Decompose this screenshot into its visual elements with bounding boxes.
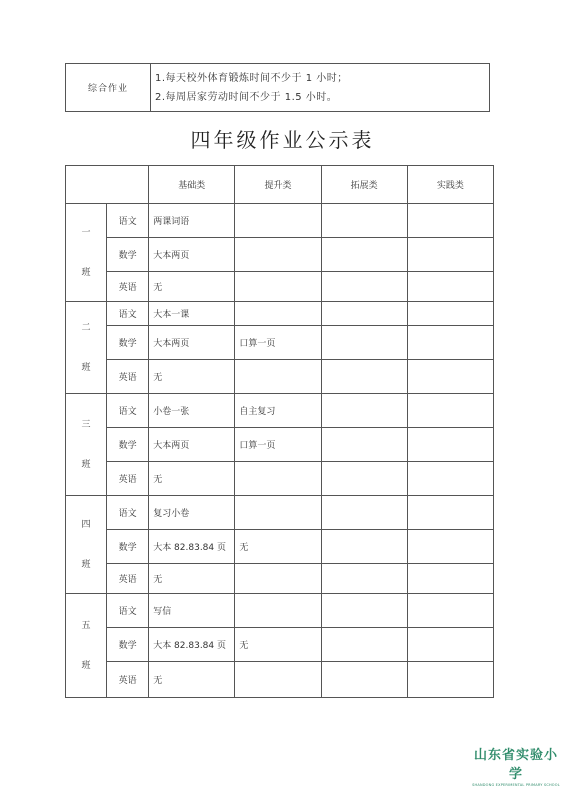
homework-cell	[235, 272, 321, 302]
homework-cell	[407, 238, 493, 272]
homework-cell	[235, 564, 321, 594]
table-row	[66, 326, 494, 360]
homework-cell	[235, 204, 321, 238]
table-row	[66, 394, 494, 428]
homework-cell: 口算一页	[235, 428, 321, 462]
homework-cell	[321, 394, 407, 428]
homework-cell	[407, 628, 493, 662]
class-name-char: 三	[81, 419, 91, 430]
homework-cell	[407, 496, 493, 530]
class-name-char: 五	[81, 620, 91, 631]
class-name-cell	[66, 496, 107, 594]
homework-cell: 口算一页	[235, 326, 321, 360]
summary-table	[65, 63, 490, 112]
homework-cell: 无	[235, 628, 321, 662]
subject-cell: 英语	[107, 564, 149, 594]
homework-cell	[407, 530, 493, 564]
homework-cell	[407, 394, 493, 428]
homework-cell	[407, 662, 493, 698]
homework-cell	[321, 594, 407, 628]
subject-cell: 数学	[107, 530, 149, 564]
homework-cell: 小卷一张	[149, 394, 235, 428]
summary-line-2: 2.每周居家劳动时间不少于 1.5 小时。	[155, 91, 338, 103]
class-name-char: 班	[81, 362, 91, 373]
homework-cell: 无	[149, 272, 235, 302]
class-name-char: 四	[81, 519, 91, 530]
subject-cell: 数学	[107, 428, 149, 462]
homework-cell	[235, 662, 321, 698]
homework-cell	[321, 302, 407, 326]
table-row	[66, 628, 494, 662]
page-title: 四年级作业公示表	[190, 128, 375, 152]
column-header: 提升类	[235, 166, 321, 204]
class-name-char: 班	[81, 559, 91, 570]
homework-cell	[235, 302, 321, 326]
homework-cell	[321, 462, 407, 496]
homework-cell: 复习小卷	[149, 496, 235, 530]
homework-cell: 无	[149, 360, 235, 394]
class-name-cell	[66, 394, 107, 496]
homework-cell: 大本两页	[149, 428, 235, 462]
homework-cell	[321, 428, 407, 462]
homework-cell: 无	[149, 662, 235, 698]
homework-cell: 两课词语	[149, 204, 235, 238]
homework-cell	[321, 360, 407, 394]
homework-cell: 大本 82.83.84 页	[149, 530, 235, 564]
class-name-char: 一	[81, 227, 91, 238]
homework-cell: 大本一课	[149, 302, 235, 326]
summary-line-1: 1.每天校外体育锻炼时间不少于 1 小时；	[155, 72, 348, 84]
table-row	[66, 594, 494, 628]
table-row	[66, 360, 494, 394]
subject-cell: 数学	[107, 238, 149, 272]
logo-chinese: 山东省实验小学	[473, 748, 558, 782]
homework-cell	[407, 302, 493, 326]
homework-cell: 无	[149, 564, 235, 594]
homework-cell: 无	[149, 462, 235, 496]
table-row	[66, 302, 494, 326]
table-row	[66, 428, 494, 462]
header-blank	[66, 166, 149, 204]
class-name-cell	[66, 594, 107, 698]
subject-cell: 语文	[107, 594, 149, 628]
homework-cell	[235, 594, 321, 628]
homework-cell	[235, 462, 321, 496]
subject-cell: 语文	[107, 394, 149, 428]
table-row	[66, 530, 494, 564]
header-row	[66, 166, 494, 204]
logo-english: SHANDONG EXPERIMENTAL PRIMARY SCHOOL	[472, 783, 560, 787]
school-logo	[470, 744, 562, 787]
subject-cell: 语文	[107, 496, 149, 530]
subject-cell: 英语	[107, 360, 149, 394]
homework-cell	[321, 496, 407, 530]
homework-cell	[321, 204, 407, 238]
homework-cell	[235, 360, 321, 394]
table-row	[66, 204, 494, 238]
homework-cell	[407, 326, 493, 360]
subject-cell: 数学	[107, 326, 149, 360]
homework-cell	[321, 628, 407, 662]
table-row	[66, 462, 494, 496]
subject-cell: 英语	[107, 272, 149, 302]
homework-cell	[235, 238, 321, 272]
homework-cell: 自主复习	[235, 394, 321, 428]
table-row	[66, 496, 494, 530]
subject-cell: 数学	[107, 628, 149, 662]
homework-cell	[321, 272, 407, 302]
column-header: 基础类	[149, 166, 235, 204]
subject-cell: 英语	[107, 662, 149, 698]
class-name-char: 班	[81, 267, 91, 278]
homework-cell: 无	[235, 530, 321, 564]
summary-content	[151, 64, 490, 112]
table-row	[66, 564, 494, 594]
class-name-char: 班	[81, 459, 91, 470]
homework-cell: 大本 82.83.84 页	[149, 628, 235, 662]
column-header: 实践类	[407, 166, 493, 204]
homework-cell: 大本两页	[149, 326, 235, 360]
table-row	[66, 272, 494, 302]
homework-cell	[235, 496, 321, 530]
class-name-char: 班	[81, 660, 91, 671]
class-name-cell	[66, 204, 107, 302]
homework-cell	[321, 662, 407, 698]
class-name-char: 二	[81, 322, 91, 333]
homework-cell	[407, 360, 493, 394]
column-header: 拓展类	[321, 166, 407, 204]
homework-table	[65, 165, 494, 698]
homework-cell	[321, 238, 407, 272]
table-row	[66, 238, 494, 272]
subject-cell: 语文	[107, 302, 149, 326]
homework-cell	[407, 428, 493, 462]
class-name-cell	[66, 302, 107, 394]
subject-cell: 英语	[107, 462, 149, 496]
homework-cell	[321, 530, 407, 564]
homework-cell	[407, 594, 493, 628]
homework-cell: 写信	[149, 594, 235, 628]
subject-cell: 语文	[107, 204, 149, 238]
homework-cell	[407, 204, 493, 238]
homework-cell	[321, 564, 407, 594]
summary-label: 综合作业	[66, 64, 151, 112]
homework-cell	[407, 462, 493, 496]
homework-cell	[407, 564, 493, 594]
homework-cell	[407, 272, 493, 302]
table-row	[66, 662, 494, 698]
homework-cell	[321, 326, 407, 360]
homework-cell: 大本两页	[149, 238, 235, 272]
